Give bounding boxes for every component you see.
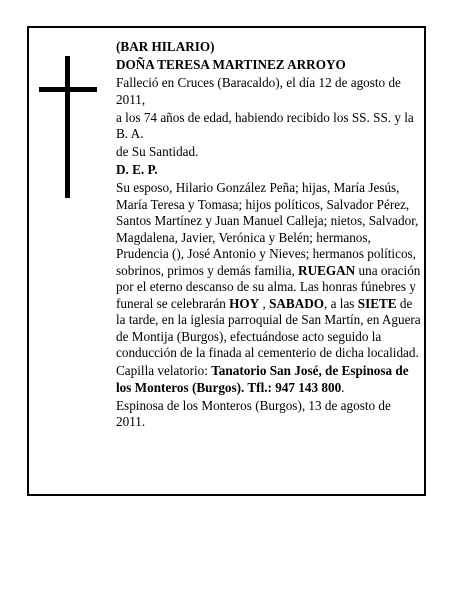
- obituary-notice: [27, 26, 426, 496]
- hoy-text: HOY: [229, 295, 260, 311]
- blessing-line: de Su Santidad.: [116, 144, 199, 159]
- notice-text: [116, 39, 421, 431]
- family-text: Su esposo, Hilario González Peña; hijas, María Jesús, María Teresa y Tomasa; hijos políticos, Salvador Pérez, Santos Martínez y Juan Manuel Calleja; nietos, Salvador, Magdalena, Javier, Verónica y Belén; hermanos, Prudencia (), José Antonio y Nieves; hermanos políticos, sobrinos, primos y demás familia,: [116, 180, 419, 278]
- death-line: Falleció en Cruces (Baracaldo), el día 12 de agosto de 2011,: [116, 75, 401, 107]
- chapel-label: Capilla velatorio:: [116, 363, 212, 378]
- sabado-text: SABADO: [269, 295, 325, 311]
- siete-text: SIETE: [357, 295, 397, 311]
- chapel-name: Tanatorio San José, de Espinosa de los Monteros (Burgos). Tfl.: 947 143 800: [116, 363, 409, 395]
- age-line: a los 74 años de edad, habiendo recibido los SS. SS. y la B. A.: [116, 109, 414, 141]
- footer-line: Espinosa de los Monteros (Burgos), 13 de agosto de 2011.: [116, 397, 391, 429]
- chapel-line: [116, 363, 421, 396]
- cross-horizontal-bar: [39, 87, 97, 92]
- ruegan-text: RUEGAN: [298, 262, 356, 278]
- dep-line: D. E. P.: [116, 162, 158, 177]
- family-paragraph: [116, 180, 421, 362]
- prayer-text: una oración por el eterno descanso de su alma. Las honras fúnebres y funeral se celebrarán: [116, 262, 421, 311]
- deceased-name: DOÑA TERESA MARTINEZ ARROYO: [116, 57, 346, 72]
- cross-vertical-bar: [65, 56, 70, 198]
- latin-cross-icon: [39, 56, 97, 198]
- notice-header: (BAR HILARIO): [116, 39, 215, 54]
- comma-text: ,: [259, 295, 270, 311]
- ceremony-text: de la tarde, en la iglesia parroquial de San Martín, en Aguera de Montija (Burgos), efectuándose acto seguido la conducción de la finada al cementerio de dicha localidad.: [116, 295, 421, 360]
- a-las-text: , a las: [324, 295, 358, 311]
- chapel-end: .: [341, 379, 345, 395]
